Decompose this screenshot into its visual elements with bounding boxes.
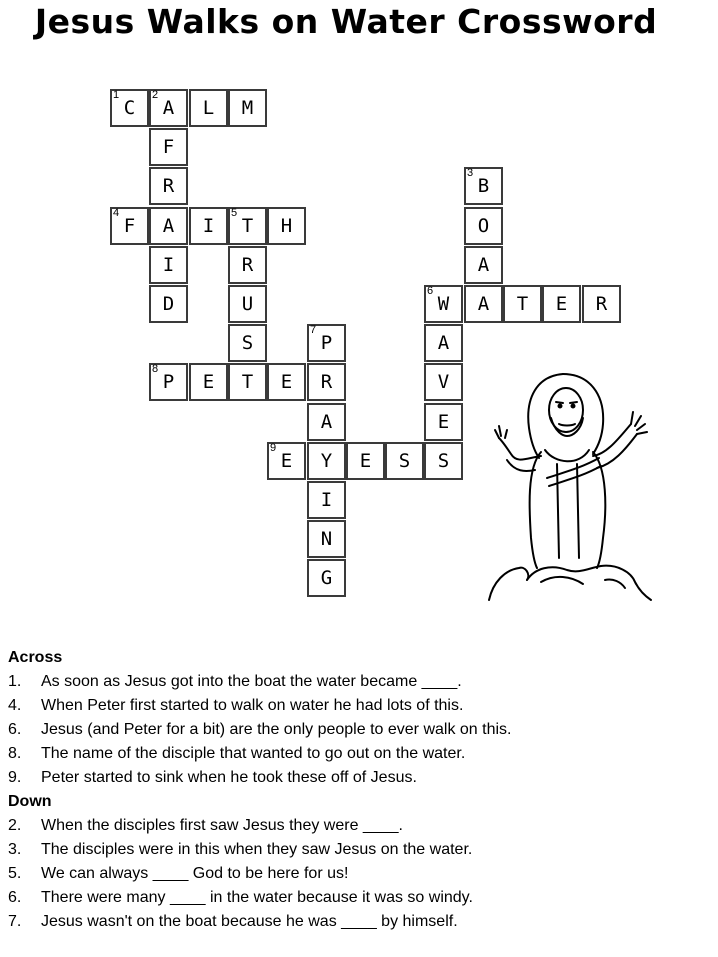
crossword-cell (149, 128, 188, 166)
crossword-cell (228, 246, 267, 284)
clue-item (8, 670, 708, 694)
down-heading: Down (8, 793, 52, 810)
crossword-cell (149, 89, 188, 127)
clue-item (8, 886, 708, 910)
clue-text: Jesus wasn't on the boat because he was ____ by himself. (41, 913, 458, 930)
clue-number: 9 (270, 442, 277, 454)
crossword-cell (307, 324, 346, 362)
crossword-cell (424, 403, 463, 441)
across-heading: Across (8, 649, 63, 666)
cell-letter: Y (320, 450, 333, 472)
cell-letter: T (241, 215, 254, 237)
crossword-cell (424, 363, 463, 401)
cell-letter: E (280, 450, 293, 472)
cell-letter: S (398, 450, 411, 472)
crossword-cell (228, 207, 267, 245)
clue-number: 2 (152, 89, 159, 101)
crossword-cell (307, 442, 346, 480)
crossword-cell (582, 285, 621, 323)
cell-letter: E (359, 450, 372, 472)
cell-letter: W (437, 293, 450, 315)
clue-num: 6. (8, 889, 22, 906)
clue-text: There were many ____ in the water because it was so windy. (41, 889, 473, 906)
clue-item (8, 814, 708, 838)
crossword-cell (464, 167, 503, 205)
cell-letter: C (123, 97, 136, 119)
crossword-cell (189, 207, 228, 245)
crossword-cell (424, 324, 463, 362)
cell-letter: O (477, 215, 490, 237)
cell-letter: A (477, 293, 490, 315)
clue-item (8, 862, 708, 886)
clue-num: 7. (8, 913, 22, 930)
cell-letter: H (280, 215, 293, 237)
crossword-cell (110, 207, 149, 245)
crossword-cell (424, 285, 463, 323)
cell-letter: G (320, 567, 333, 589)
cell-letter: N (320, 528, 333, 550)
clue-text: When the disciples first saw Jesus they were ____. (41, 817, 403, 834)
cell-letter: R (241, 254, 254, 276)
crossword-cell (189, 363, 228, 401)
crossword-cell (149, 167, 188, 205)
cell-letter: A (320, 411, 333, 433)
crossword-cell (228, 363, 267, 401)
cell-letter: F (123, 215, 136, 237)
cell-letter: L (202, 97, 215, 119)
clue-text: Jesus (and Peter for a bit) are the only people to ever walk on this. (41, 721, 512, 738)
crossword-cell (149, 285, 188, 323)
cell-letter: V (437, 371, 450, 393)
cell-letter: E (555, 293, 568, 315)
cell-letter: T (516, 293, 529, 315)
clue-number: 6 (427, 285, 434, 297)
clue-number: 4 (113, 207, 120, 219)
clue-text: We can always ____ God to be here for us! (41, 865, 349, 882)
cell-letter: P (320, 332, 333, 354)
clue-item (8, 694, 708, 718)
crossword-cell (149, 207, 188, 245)
clue-num: 8. (8, 745, 22, 762)
clue-num: 9. (8, 769, 22, 786)
clue-number: 3 (467, 167, 474, 179)
crossword-cell (228, 89, 267, 127)
cell-letter: A (477, 254, 490, 276)
crossword-cell (464, 246, 503, 284)
cell-letter: R (162, 175, 175, 197)
cell-letter: A (162, 215, 175, 237)
crossword-cell (503, 285, 542, 323)
clue-num: 4. (8, 697, 22, 714)
clue-text: The name of the disciple that wanted to go out on the water. (41, 745, 466, 762)
down-clue-list (8, 814, 708, 934)
cell-letter: I (162, 254, 175, 276)
cell-letter: U (241, 293, 254, 315)
cell-letter: I (202, 215, 215, 237)
crossword-cell (542, 285, 581, 323)
crossword-cell (149, 246, 188, 284)
across-clue-list (8, 670, 708, 790)
crossword-cell (307, 520, 346, 558)
clue-item (8, 766, 708, 790)
clue-text: When Peter first started to walk on water he had lots of this. (41, 697, 464, 714)
cell-letter: E (280, 371, 293, 393)
cell-letter: E (437, 411, 450, 433)
cell-letter: S (437, 450, 450, 472)
crossword-cell (110, 89, 149, 127)
cell-letter: R (320, 371, 333, 393)
crossword-cell (307, 403, 346, 441)
cell-letter: D (162, 293, 175, 315)
clue-text: As soon as Jesus got into the boat the water became ____. (41, 673, 462, 690)
cell-letter: M (241, 97, 254, 119)
cell-letter: E (202, 371, 215, 393)
clue-item (8, 718, 708, 742)
clue-number: 1 (113, 89, 120, 101)
crossword-cell (267, 442, 306, 480)
crossword-cell (464, 285, 503, 323)
cell-letter: A (437, 332, 450, 354)
clue-number: 5 (231, 207, 238, 219)
clues-section (8, 646, 708, 934)
crossword-cell (346, 442, 385, 480)
crossword-cell (307, 363, 346, 401)
cell-letter: I (320, 489, 333, 511)
jesus-illustration (485, 368, 685, 608)
crossword-cell (267, 207, 306, 245)
clue-item (8, 742, 708, 766)
crossword-cell (228, 324, 267, 362)
crossword-cell (267, 363, 306, 401)
cell-letter: F (162, 136, 175, 158)
cell-letter: S (241, 332, 254, 354)
cell-letter: P (162, 371, 175, 393)
crossword-cell (307, 481, 346, 519)
crossword-cell (424, 442, 463, 480)
clue-item (8, 838, 708, 862)
page-title: Jesus Walks on Water Crossword (34, 2, 658, 41)
clue-number: 8 (152, 363, 159, 375)
clue-num: 5. (8, 865, 22, 882)
cell-letter: A (162, 97, 175, 119)
cell-letter: R (595, 293, 608, 315)
clue-number: 7 (310, 324, 317, 336)
clue-num: 2. (8, 817, 22, 834)
crossword-cell (149, 363, 188, 401)
clue-num: 6. (8, 721, 22, 738)
crossword-cell (189, 89, 228, 127)
clue-num: 1. (8, 673, 22, 690)
clue-text: Peter started to sink when he took these off of Jesus. (41, 769, 417, 786)
clue-item (8, 910, 708, 934)
crossword-cell (385, 442, 424, 480)
cell-letter: T (241, 371, 254, 393)
clue-num: 3. (8, 841, 22, 858)
cell-letter: B (477, 175, 490, 197)
crossword-cell (307, 559, 346, 597)
clue-text: The disciples were in this when they saw Jesus on the water. (41, 841, 473, 858)
crossword-cell (464, 207, 503, 245)
crossword-cell (228, 285, 267, 323)
